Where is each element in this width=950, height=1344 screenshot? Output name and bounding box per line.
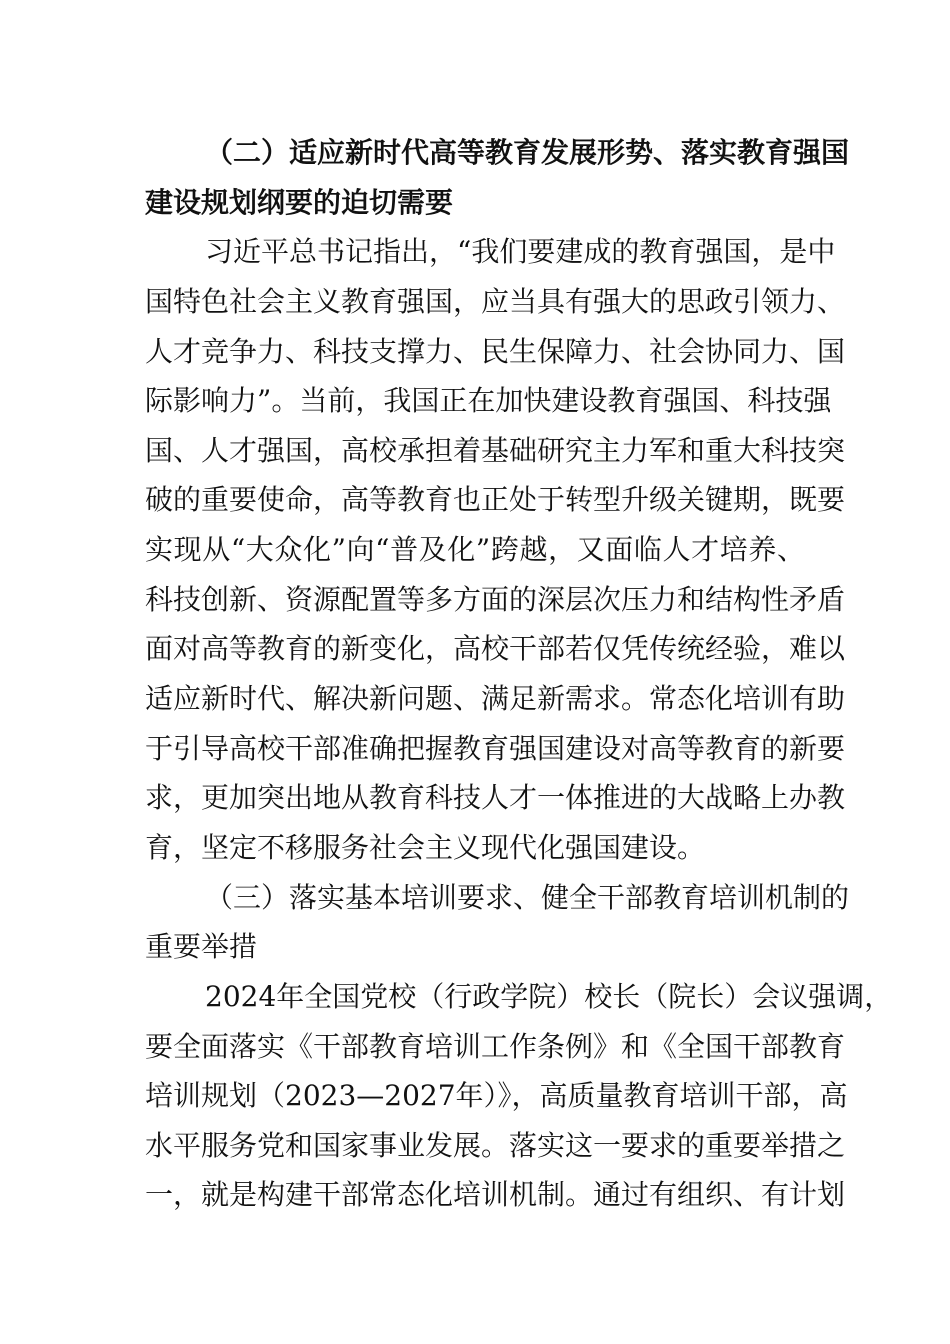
text-line: 2024年全国党校（行政学院）校长（院长）会议强调， <box>205 979 893 1013</box>
text-line: 习近平总书记指出，“我们要建成的教育强国，是中 <box>205 235 836 269</box>
heading-line: （三）落实基本培训要求、健全干部教育培训机制的 <box>205 880 850 914</box>
text-line: 要全面落实《干部教育培训工作条例》和《全国干部教育 <box>145 1029 846 1063</box>
text-line: 科技创新、资源配置等多方面的深层次压力和结构性矛盾 <box>145 582 846 616</box>
text-line: 国、人才强国，高校承担着基础研究主力军和重大科技突 <box>145 433 846 467</box>
text-line: 一，就是构建干部常态化培训机制。通过有组织、有计划 <box>145 1178 846 1212</box>
text-line: 适应新时代、解决新问题、满足新需求。常态化培训有助 <box>145 682 846 716</box>
heading-line: 建设规划纲要的迫切需要 <box>145 185 454 219</box>
text-line: 育，坚定不移服务社会主义现代化强国建设。 <box>145 830 706 864</box>
heading-line: 重要举措 <box>145 930 258 964</box>
heading-line: （二）适应新时代高等教育发展形势、落实教育强国 <box>205 136 850 169</box>
section-heading-2 <box>145 128 850 227</box>
text-line: 际影响力”。当前，我国正在加快建设教育强国、科技强 <box>145 384 832 418</box>
text-line: 面对高等教育的新变化，高校干部若仅凭传统经验，难以 <box>145 632 846 666</box>
paragraph-1 <box>145 227 846 872</box>
text-line: 于引导高校干部准确把握教育强国建设对高等教育的新要 <box>145 731 846 765</box>
paragraph-2 <box>145 972 893 1220</box>
text-line: 求，更加突出地从教育科技人才一体推进的大战略上办教 <box>145 781 846 815</box>
text-line: 人才竞争力、科技支撑力、民生保障力、社会协同力、国 <box>145 334 846 368</box>
text-line: 实现从“大众化”向“普及化”跨越，又面临人才培养、 <box>145 533 805 567</box>
text-line: 培训规划（2023—2027年）》，高质量教育培训干部，高 <box>145 1079 848 1113</box>
section-heading-3 <box>145 873 850 972</box>
document-page <box>145 128 893 1220</box>
text-line: 水平服务党和国家事业发展。落实这一要求的重要举措之 <box>145 1128 846 1162</box>
text-line: 国特色社会主义教育强国，应当具有强大的思政引领力、 <box>145 284 846 318</box>
text-line: 破的重要使命，高等教育也正处于转型升级关键期，既要 <box>145 483 846 517</box>
